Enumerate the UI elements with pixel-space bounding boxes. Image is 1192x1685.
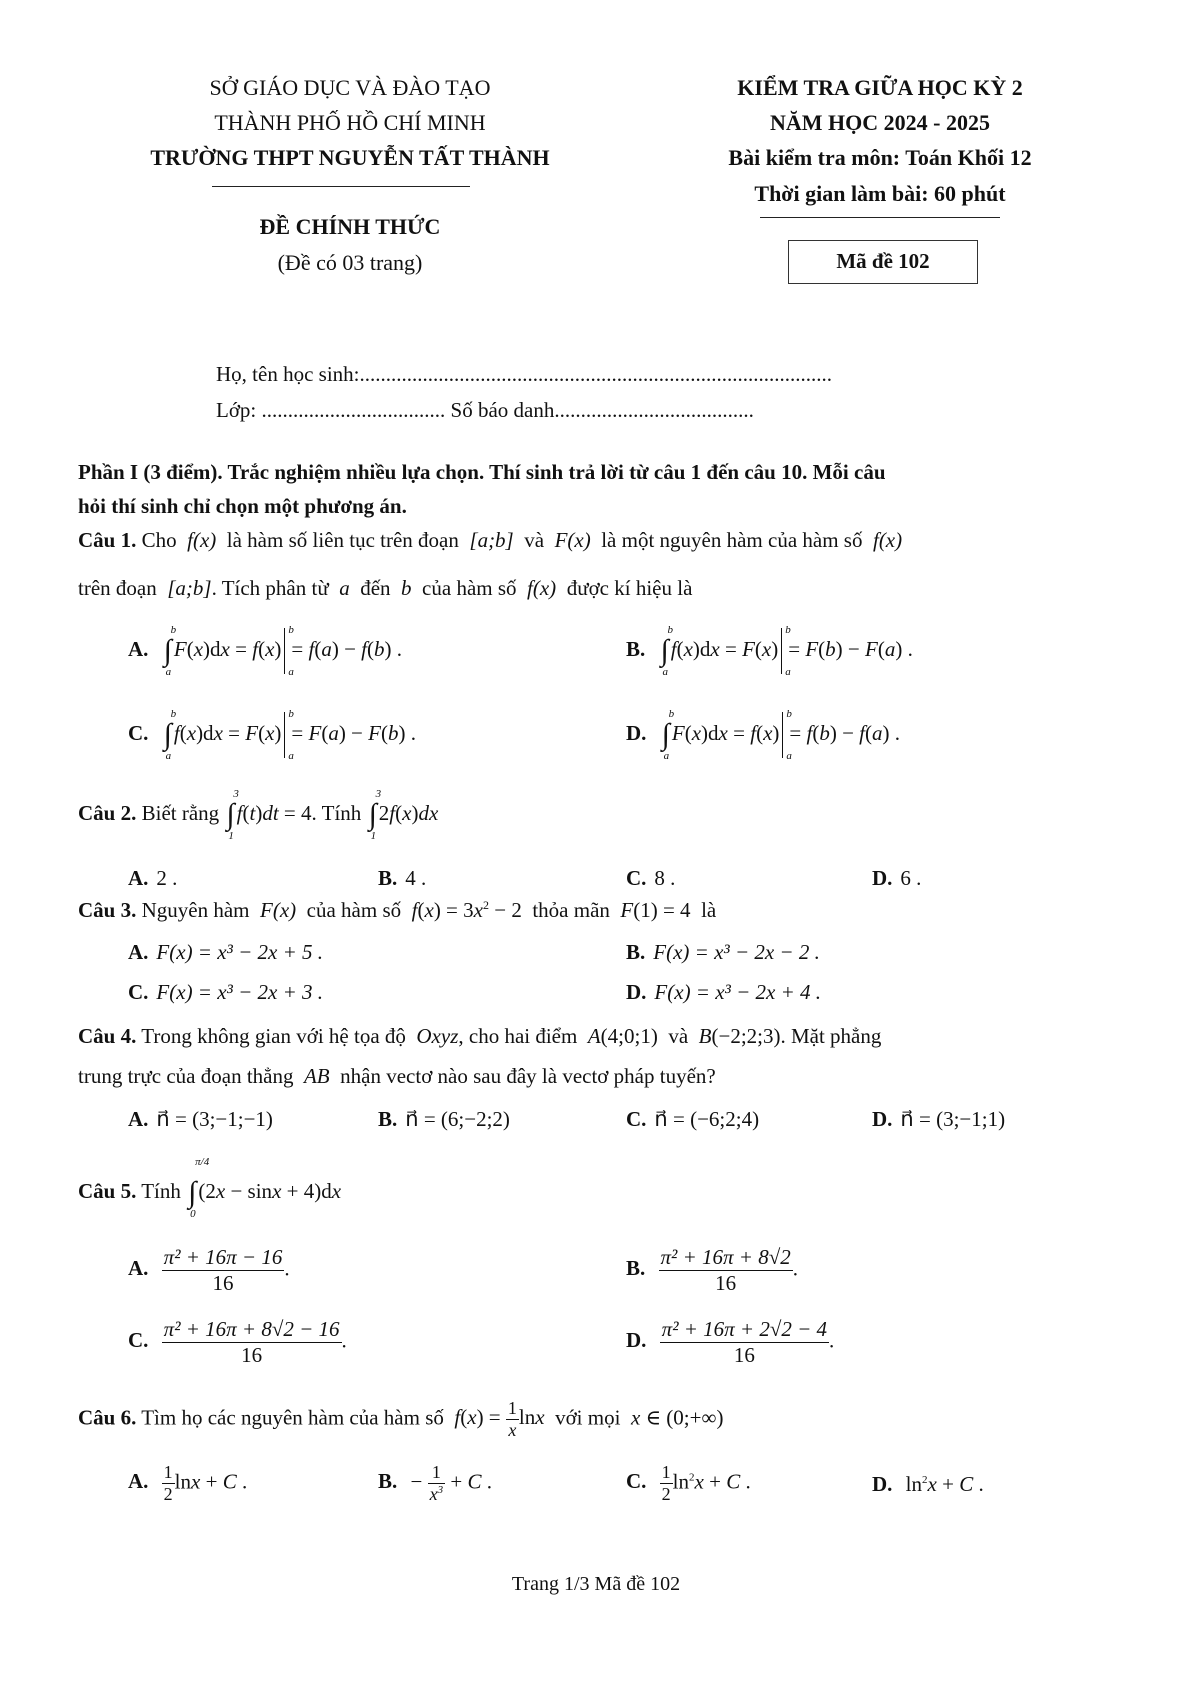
question-1-line-2 [78,576,692,601]
option-label: C. [626,866,647,890]
question-2: Câu 2. Biết rằng ∫ 3 1 f(t)dt = 4. Tính ∫ 3 1 2f(x)dx [78,788,439,842]
q1-text: . Tích phân từ [211,576,329,600]
option-label: B. [378,1469,398,1494]
q1-a: a [333,576,355,600]
integral-sign: ∫ 3 1 [368,788,382,842]
school-underline [212,186,470,187]
question-1 [78,528,902,553]
fraction-numerator: π² + 16π + 2√2 − 4 [661,1317,828,1341]
q1-b: b [395,576,417,600]
option-label: D. [626,980,647,1004]
question-4: Câu 4. Trong không gian với hệ tọa độ Oxyz, cho hai điểm A(4;0;1) và B(−2;2;3). Mặt phẳng [78,1024,882,1048]
option-value: 6 . [900,866,922,890]
q4-text: . Mặt phẳng [780,1024,882,1048]
question-1-label: Câu 1. [78,528,137,552]
option-label: D. [872,866,893,890]
option-value: n⃗ = (−6;2;4) [654,1107,760,1131]
option-label: A. [128,940,149,964]
option-label: A. [128,866,149,890]
question-4-line-2: trung trực của đoạn thẳng AB nhận vectơ nào sau đây là vectơ pháp tuyến? [78,1064,716,1088]
fraction-denominator: 16 [212,1271,234,1295]
class-dots: ................................... [261,398,446,422]
q4-option-b[interactable] [378,1107,510,1132]
q1-Fx: F(x) [549,528,596,552]
q2-option-d[interactable] [872,866,921,891]
q3-option-c[interactable] [128,980,323,1005]
fraction: $\frac{1}{2}$ [163,1462,173,1504]
option-label: B. [378,866,398,890]
evaluation-bar: b a [284,712,285,758]
fraction-numerator: π² + 16π + 8√2 − 16 [163,1317,340,1341]
q1-option-a[interactable]: A. ∫ b a F(x)dx = f(x) b a = f(a) − f(b) . [128,624,403,678]
section-title-line-2: hỏi thí sinh chỉ chọn một phương án. [78,494,407,518]
option-value: n⃗ = (6;−2;2) [405,1107,510,1131]
q1-fx-3: f(x) [521,576,562,600]
pages-note: (Đề có 03 trang) [277,250,423,275]
option-label: C. [626,1469,647,1494]
integral-sign: ∫ 3 1 [226,788,239,842]
q4-option-c[interactable] [626,1107,759,1132]
integral-sign: ∫ b a [163,708,177,762]
question-6: Câu 6. Tìm họ các nguyên hàm của hàm số f(x) = $\frac{1}{x}$ lnx với mọi x ∈ (0;+∞) [78,1398,724,1440]
integral-sign: ∫ b a [661,708,675,762]
section-title [78,455,1123,523]
option-label: A. [128,636,149,661]
q1-fx-2: f(x) [867,528,903,552]
question-6-label: Câu 6. [78,1405,137,1430]
evaluation-bar: b a [782,712,783,758]
q1-fx: f(x) [181,528,222,552]
option-value: F(x) = x³ − 2x − 2 . [653,940,820,964]
duration-underline [760,217,1000,218]
q5-option-b[interactable]: B. $\frac{\text{π² + 16π + 8√2}}{16}$ . [626,1245,798,1295]
q1-interval-2: [a;b] [161,576,212,600]
q1-text: trên đoạn [78,576,157,600]
q1-option-b[interactable]: B. ∫ b a f(x)dx = F(x) b a = F(b) − F(a) . [626,624,913,678]
integral-sign: ∫ π/4 0 [188,1156,210,1220]
option-label: C. [626,1107,647,1131]
option-value: F(x) = x³ − 2x + 5 . [156,940,324,964]
option-value: 8 . [654,866,676,890]
option-label: C. [128,980,149,1004]
option-label: B. [378,1107,398,1131]
q1-text: đến [360,576,391,600]
q1-text: là hàm số liên tục trên đoạn [226,528,459,552]
question-5: Câu 5. Tính ∫ π/4 0 (2x − sinx + 4)dx [78,1156,342,1220]
student-id-label: Số báo danh [450,398,555,422]
q4-text: nhận vectơ nào sau đây là vectơ pháp tuyến? [340,1064,716,1088]
subject-line: Bài kiểm tra môn: Toán Khối 12 [728,145,1032,170]
q6-option-b[interactable]: B. − $\frac{1}{x^3}$ + C . [378,1462,492,1504]
class-label: Lớp: [216,398,257,422]
q5-text: Tính [141,1178,181,1203]
q4-text: trung trực của đoạn thẳng [78,1064,294,1088]
q2-option-c[interactable] [626,866,675,891]
option-label: B. [626,940,646,964]
option-label: B. [626,636,646,661]
school-name: TRƯỜNG THPT NGUYỄN TẤT THÀNH [150,145,550,170]
q3-option-d[interactable] [626,980,821,1005]
q6-option-d[interactable]: D. $\ln^2x + C$ . [872,1472,984,1496]
q4-option-d[interactable] [872,1107,1005,1132]
evaluation-bar: b a [781,628,782,674]
option-value: 4 . [405,866,427,890]
fraction [659,1245,793,1296]
q1-option-d[interactable]: D. ∫ b a F(x)dx = f(x) b a = f(b) − f(a) . [626,708,901,762]
question-3: Câu 3. Nguyên hàm F(x) của hàm số $f(x) = 3x^2 - 2$ thỏa mãn F(1) = 4 là [78,898,717,922]
q6-option-a[interactable]: A. $\frac{1}{2}$ lnx + C . [128,1462,248,1504]
q2-text: . Tính [311,800,362,825]
option-value: n⃗ = (3;−1;−1) [156,1107,273,1131]
q1-text: được kí hiệu là [566,576,693,600]
q1-option-c[interactable]: C. ∫ b a f(x)dx = F(x) b a = F(a) − F(b) . [128,708,416,762]
student-id-dots: ...................................... [554,398,754,422]
fraction: $\frac{1}{x}$ [507,1398,517,1440]
option-label: B. [626,1256,646,1281]
official-label: ĐỀ CHÍNH THỨC [259,214,441,239]
fraction [660,1317,829,1368]
option-value: F(x) = x³ − 2x + 3 . [156,980,324,1004]
option-label: A. [128,1469,149,1494]
option-value: 2 . [156,866,178,890]
q2-option-a[interactable] [128,866,177,891]
fraction-denominator: 16 [733,1343,755,1367]
fraction-denominator: 16 [241,1343,263,1367]
q1-interval: [a;b] [464,528,519,552]
q1-text: Cho [141,528,177,552]
q4-text: và [668,1024,689,1048]
fraction: $\frac{1}{x^3}$ [429,1462,444,1504]
q6-text: với mọi [555,1405,621,1430]
question-2-label: Câu 2. [78,800,137,825]
q1-text: là một nguyên hàm của hàm số [601,528,863,552]
q4-text: , cho hai điểm [458,1024,578,1048]
duration-line: Thời gian làm bài: 60 phút [754,181,1006,206]
option-value: F(x) = x³ − 2x + 4 . [654,980,822,1004]
student-class-field[interactable] [216,398,754,423]
q1-text: của hàm số [422,576,517,600]
exam-code-box: Mã đề 102 [788,240,978,284]
fraction-numerator: π² + 16π + 8√2 [660,1245,791,1269]
q5-option-a[interactable]: A. $\frac{\text{π² + 16π − 16}}{16}$ . [128,1245,290,1295]
q3-text: thỏa mãn [532,898,610,922]
option-label: D. [872,1472,893,1496]
department-line-1: SỞ GIÁO DỤC VÀ ĐÀO TẠO [209,75,491,100]
q3-text: là [701,898,717,922]
fraction-numerator: π² + 16π − 16 [163,1245,283,1269]
integral-sign: ∫ b a [163,624,177,678]
option-label: D. [626,1328,647,1353]
q6-text: Tìm họ các nguyên hàm của hàm số [141,1405,444,1430]
q3-text: của hàm số [306,898,402,922]
fraction [162,1245,285,1296]
school-year: NĂM HỌC 2024 - 2025 [770,110,990,135]
q5-option-d[interactable]: D. $\frac{\text{π² + 16π + 2√2 − 4}}{16}$ . [626,1317,835,1367]
q4-text: Trong không gian với hệ tọa độ [141,1024,406,1048]
evaluation-bar: b a [284,628,285,674]
student-name-field[interactable] [216,362,832,387]
option-label: A. [128,1256,149,1281]
fraction-denominator: 16 [715,1271,737,1295]
section-title-line-1: Phần I (3 điểm). Trắc nghiệm nhiều lựa chọn. Thí sinh trả lời từ câu 1 đến câu 10. Mỗi câu [78,460,886,484]
q1-text: và [524,528,545,552]
option-label: C. [128,720,149,745]
option-label: C. [128,1328,149,1353]
student-name-dots: .......................................................................................... [359,362,832,386]
option-label: A. [128,1107,149,1131]
department-line-2: THÀNH PHỐ HỒ CHÍ MINH [214,110,486,135]
question-3-label: Câu 3. [78,898,137,922]
option-value: n⃗ = (3;−1;1) [900,1107,1006,1131]
exam-title: KIỂM TRA GIỮA HỌC KỲ 2 [737,75,1023,100]
q2-text: Biết rằng [141,800,220,825]
question-4-label: Câu 4. [78,1024,137,1048]
option-label: D. [626,720,647,745]
q4-option-a[interactable] [128,1107,273,1132]
fraction: $\frac{1}{2}$ [661,1462,671,1504]
question-5-label: Câu 5. [78,1178,137,1203]
option-label: D. [872,1107,893,1131]
q6-option-c[interactable]: C. $\frac{1}{2}$ $\ln^2x + C$ . [626,1462,751,1504]
q3-option-b[interactable] [626,940,820,965]
student-name-label: Họ, tên học sinh: [216,362,360,386]
fraction [162,1317,342,1368]
q5-option-c[interactable]: C. $\frac{\text{π² + 16π + 8√2 − 16}}{16}$ . [128,1317,347,1367]
q2-option-b[interactable] [378,866,426,891]
integral-sign: ∫ b a [660,624,674,678]
page-footer: Trang 1/3 Mã đề 102 [511,1573,681,1595]
q3-option-a[interactable] [128,940,323,965]
q3-text: Nguyên hàm [141,898,250,922]
